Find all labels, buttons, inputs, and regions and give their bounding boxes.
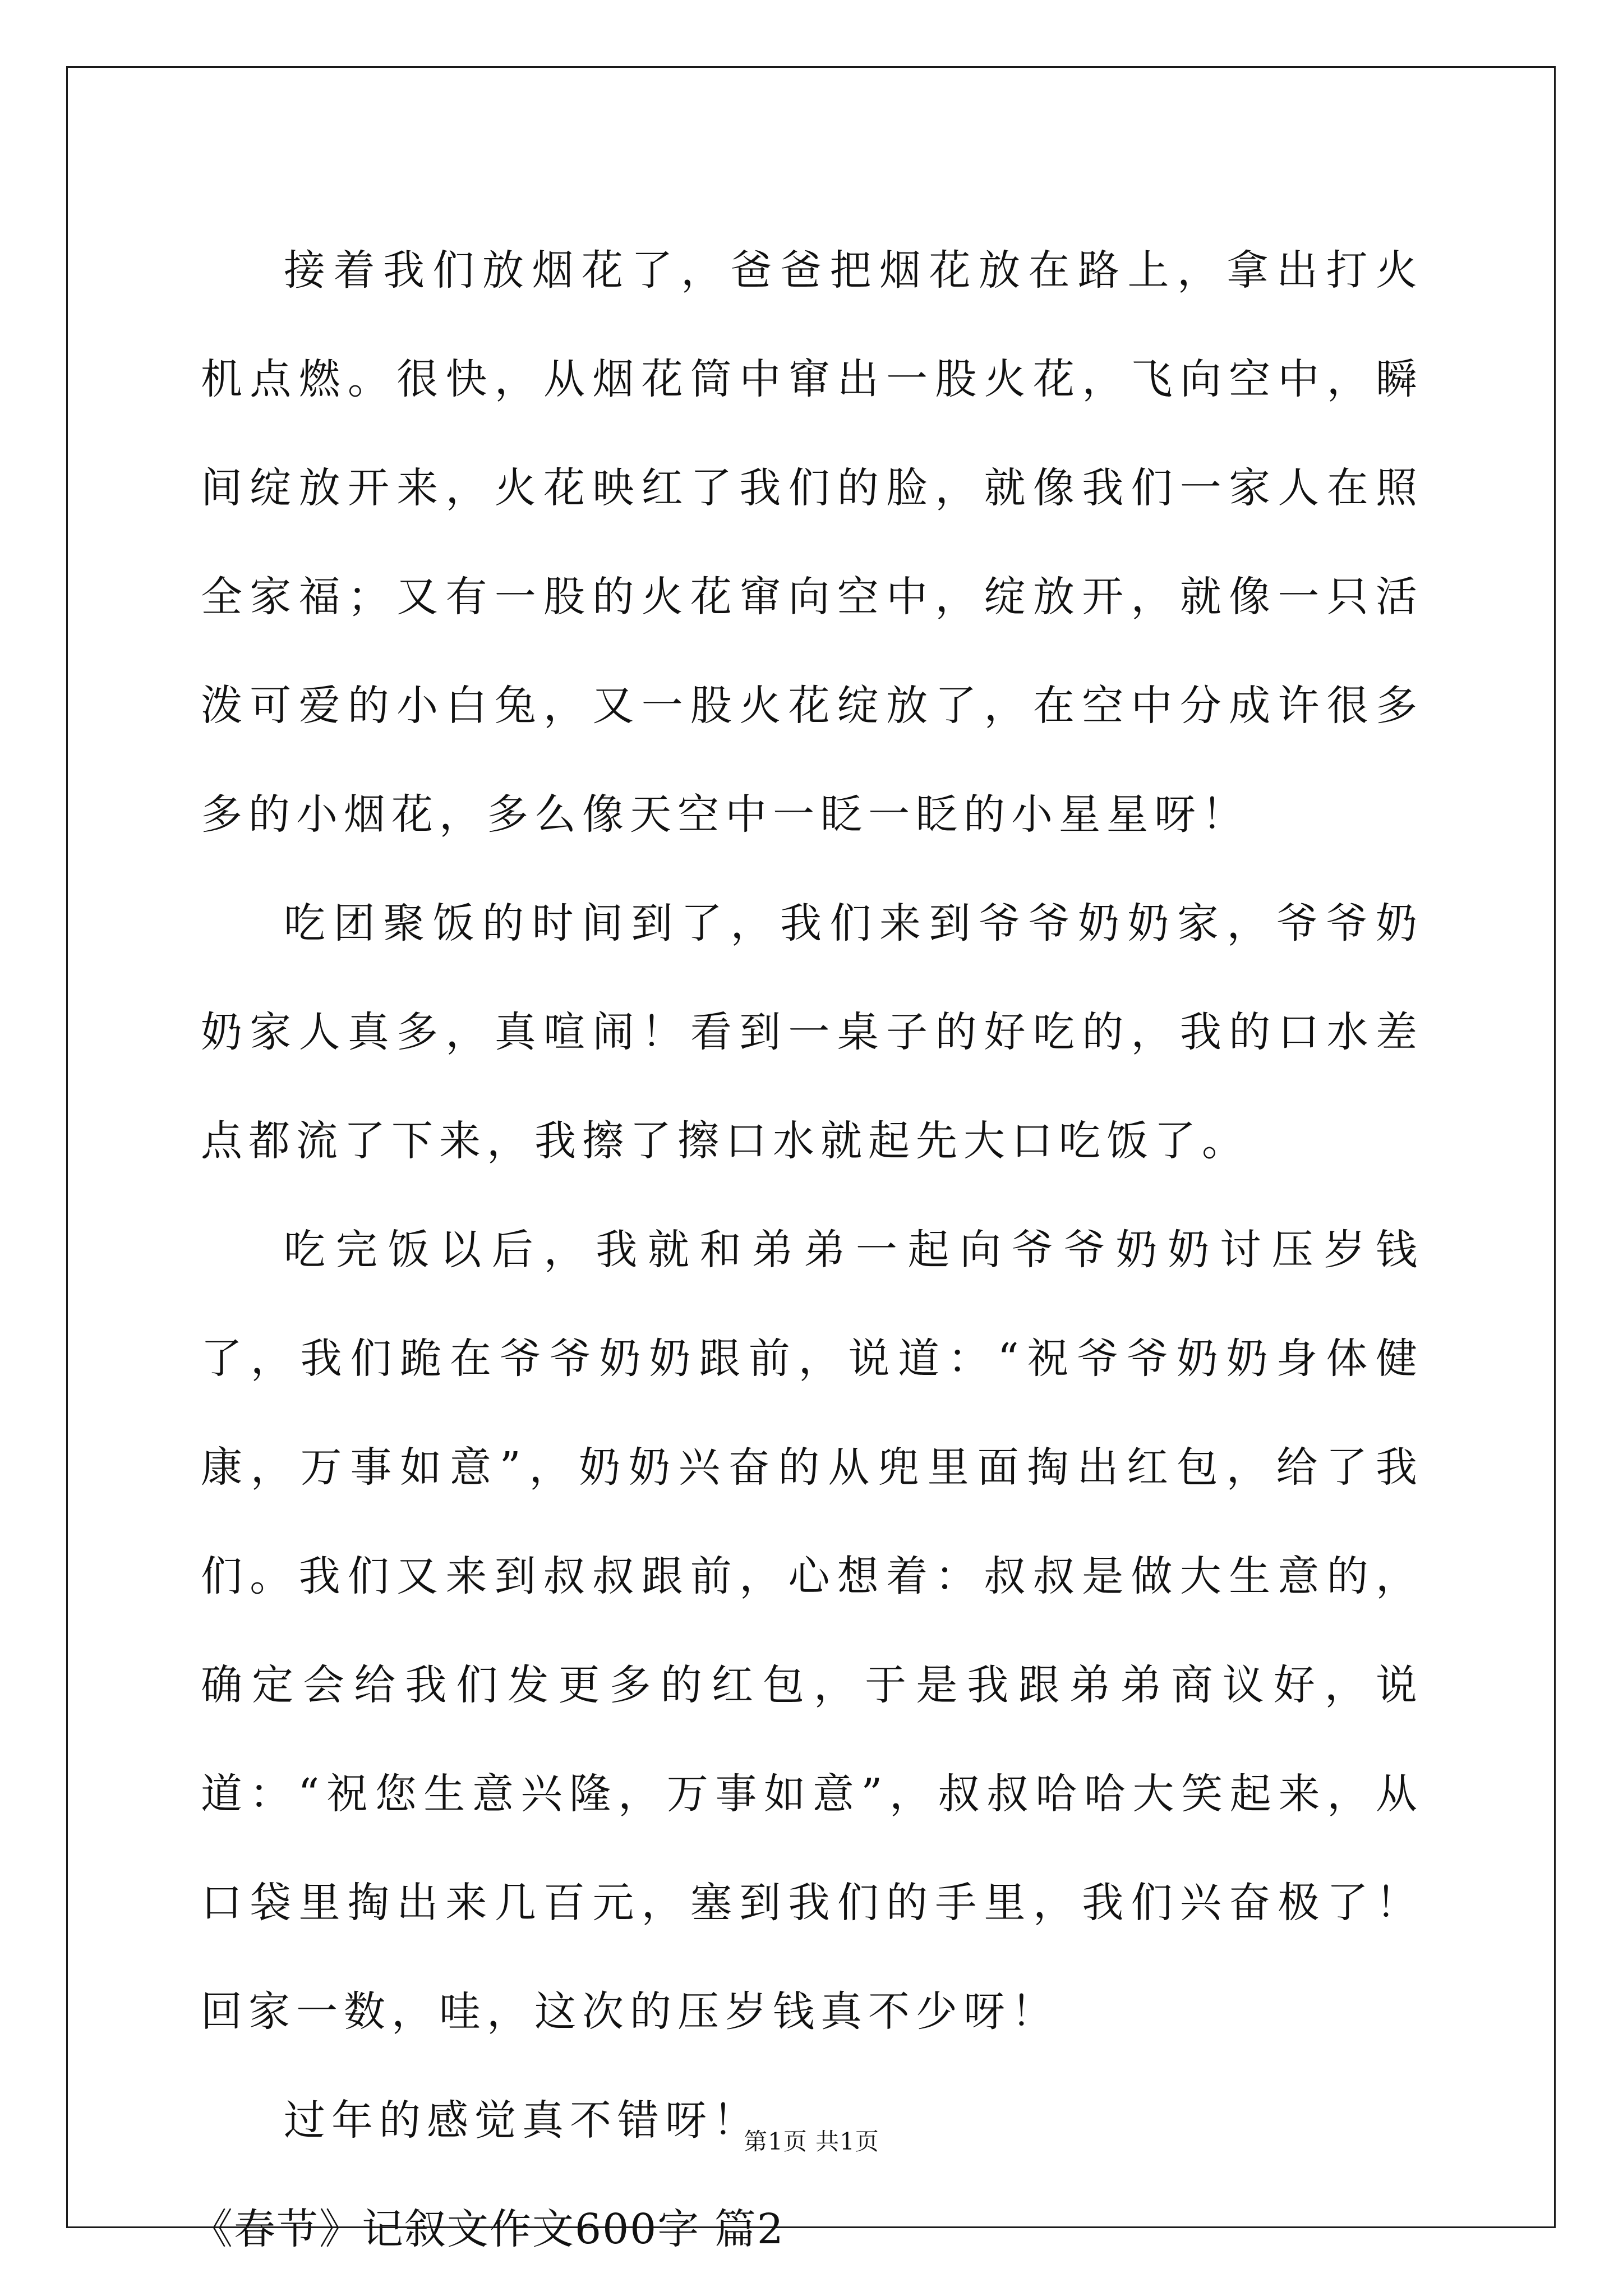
section-heading: 《春节》记叙文作文600字 篇2 — [191, 2205, 785, 2253]
paragraph-conclusion: 过年的感觉真不错呀！ — [284, 2096, 760, 2145]
document-body — [191, 216, 1423, 2284]
paragraph-fireworks: 接着我们放烟花了，爸爸把烟花放在路上，拿出打火机点燃。很快，从烟花筒中窜出一股火花，飞向空中，瞬间绽放开来，火花映红了我们的脸，就像我们一家人在照全家福；又有一股的火花窜向空中，绽放开，就像一只活泼可爱的小白兔，又一股火花绽放了，在空中分成许很多多的小烟花，多么像天空中一眨一眨的小星星呀！ — [201, 246, 1423, 839]
paragraph-reunion-dinner: 吃团聚饭的时间到了，我们来到爷爷奶奶家，爷爷奶奶家人真多，真喧闹！看到一桌子的好吃的，我的口水差点都流了下来，我擦了擦口水就起先大口吃饭了。 — [201, 899, 1423, 1165]
page-footer: 第1页 共1页 — [744, 2128, 879, 2155]
paragraph-red-envelopes: 吃完饭以后，我就和弟弟一起向爷爷奶奶讨压岁钱了，我们跪在爷爷奶奶跟前，说道：“祝爷爷奶奶身体健康，万事如意”，奶奶兴奋的从兜里面掏出红包，给了我们。我们又来到叔叔跟前，心想着：叔叔是做大生意的，确定会给我们发更多的红包，于是我跟弟弟商议好，说道：“祝您生意兴隆，万事如意”，叔叔哈哈大笑起来，从口袋里掏出来几百元，塞到我们的手里，我们兴奋极了！回家一数，哇，这次的压岁钱真不少呀！ — [201, 1226, 1423, 2036]
